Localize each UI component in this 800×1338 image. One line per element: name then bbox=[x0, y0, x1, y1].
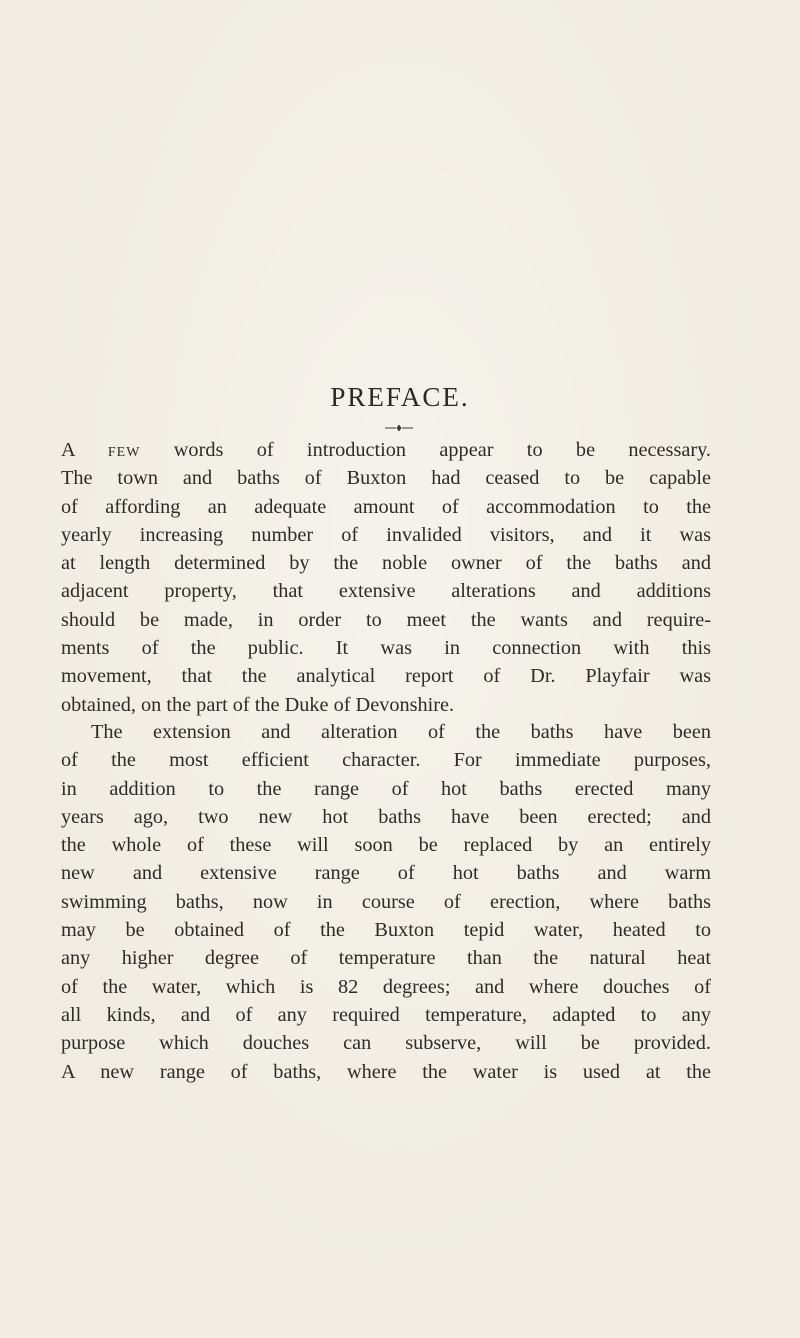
text-line: any higher degree of temperature than the natural heat bbox=[61, 947, 711, 970]
text-line bbox=[61, 436, 711, 464]
text-line: of the water, which is 82 degrees; and where douches of bbox=[61, 975, 711, 998]
text-line-content: words of introduction appear to be necessary. bbox=[140, 439, 711, 461]
text-line: the whole of these will soon be replaced by an entirely bbox=[61, 834, 711, 857]
paragraph-1 bbox=[61, 436, 711, 719]
ornament-divider-icon bbox=[384, 423, 414, 433]
paragraph-2 bbox=[61, 718, 711, 1086]
text-line: new and extensive range of hot baths and warm bbox=[61, 862, 711, 885]
lead-small-caps: few bbox=[107, 439, 141, 461]
text-line: in addition to the range of hot baths erected many bbox=[61, 777, 711, 800]
text-line: of the most efficient character. For immediate purposes, bbox=[61, 749, 711, 772]
drop-lead: A bbox=[61, 439, 75, 461]
text-line: should be made, in order to meet the wants and require- bbox=[61, 608, 711, 631]
text-line: of affording an adequate amount of accommodation to the bbox=[61, 495, 711, 518]
text-line: A new range of baths, where the water is used at the bbox=[61, 1060, 711, 1083]
text-line: swimming baths, now in course of erection, where baths bbox=[61, 890, 711, 913]
text-line: The town and baths of Buxton had ceased to be capable bbox=[61, 467, 711, 490]
text-line: all kinds, and of any required temperature, adapted to any bbox=[61, 1003, 711, 1026]
text-line: years ago, two new hot baths have been erected; and bbox=[61, 805, 711, 828]
text-line: yearly increasing number of invalided visitors, and it was bbox=[61, 523, 711, 546]
text-line: at length determined by the noble owner of the baths and bbox=[61, 552, 711, 575]
text-line: The extension and alteration of the baths have been bbox=[91, 721, 711, 743]
text-line: movement, that the analytical report of Dr. Playfair was bbox=[61, 665, 711, 688]
page-heading: PREFACE. bbox=[330, 382, 470, 412]
text-line: adjacent property, that extensive alterations and additions bbox=[61, 580, 711, 603]
text-line: purpose which douches can subserve, will be provided. bbox=[61, 1032, 711, 1055]
text-line: obtained, on the part of the Duke of Devonshire. bbox=[61, 693, 455, 716]
text-line: may be obtained of the Buxton tepid water, heated to bbox=[61, 919, 711, 942]
text-line: ments of the public. It was in connection with this bbox=[61, 637, 711, 660]
